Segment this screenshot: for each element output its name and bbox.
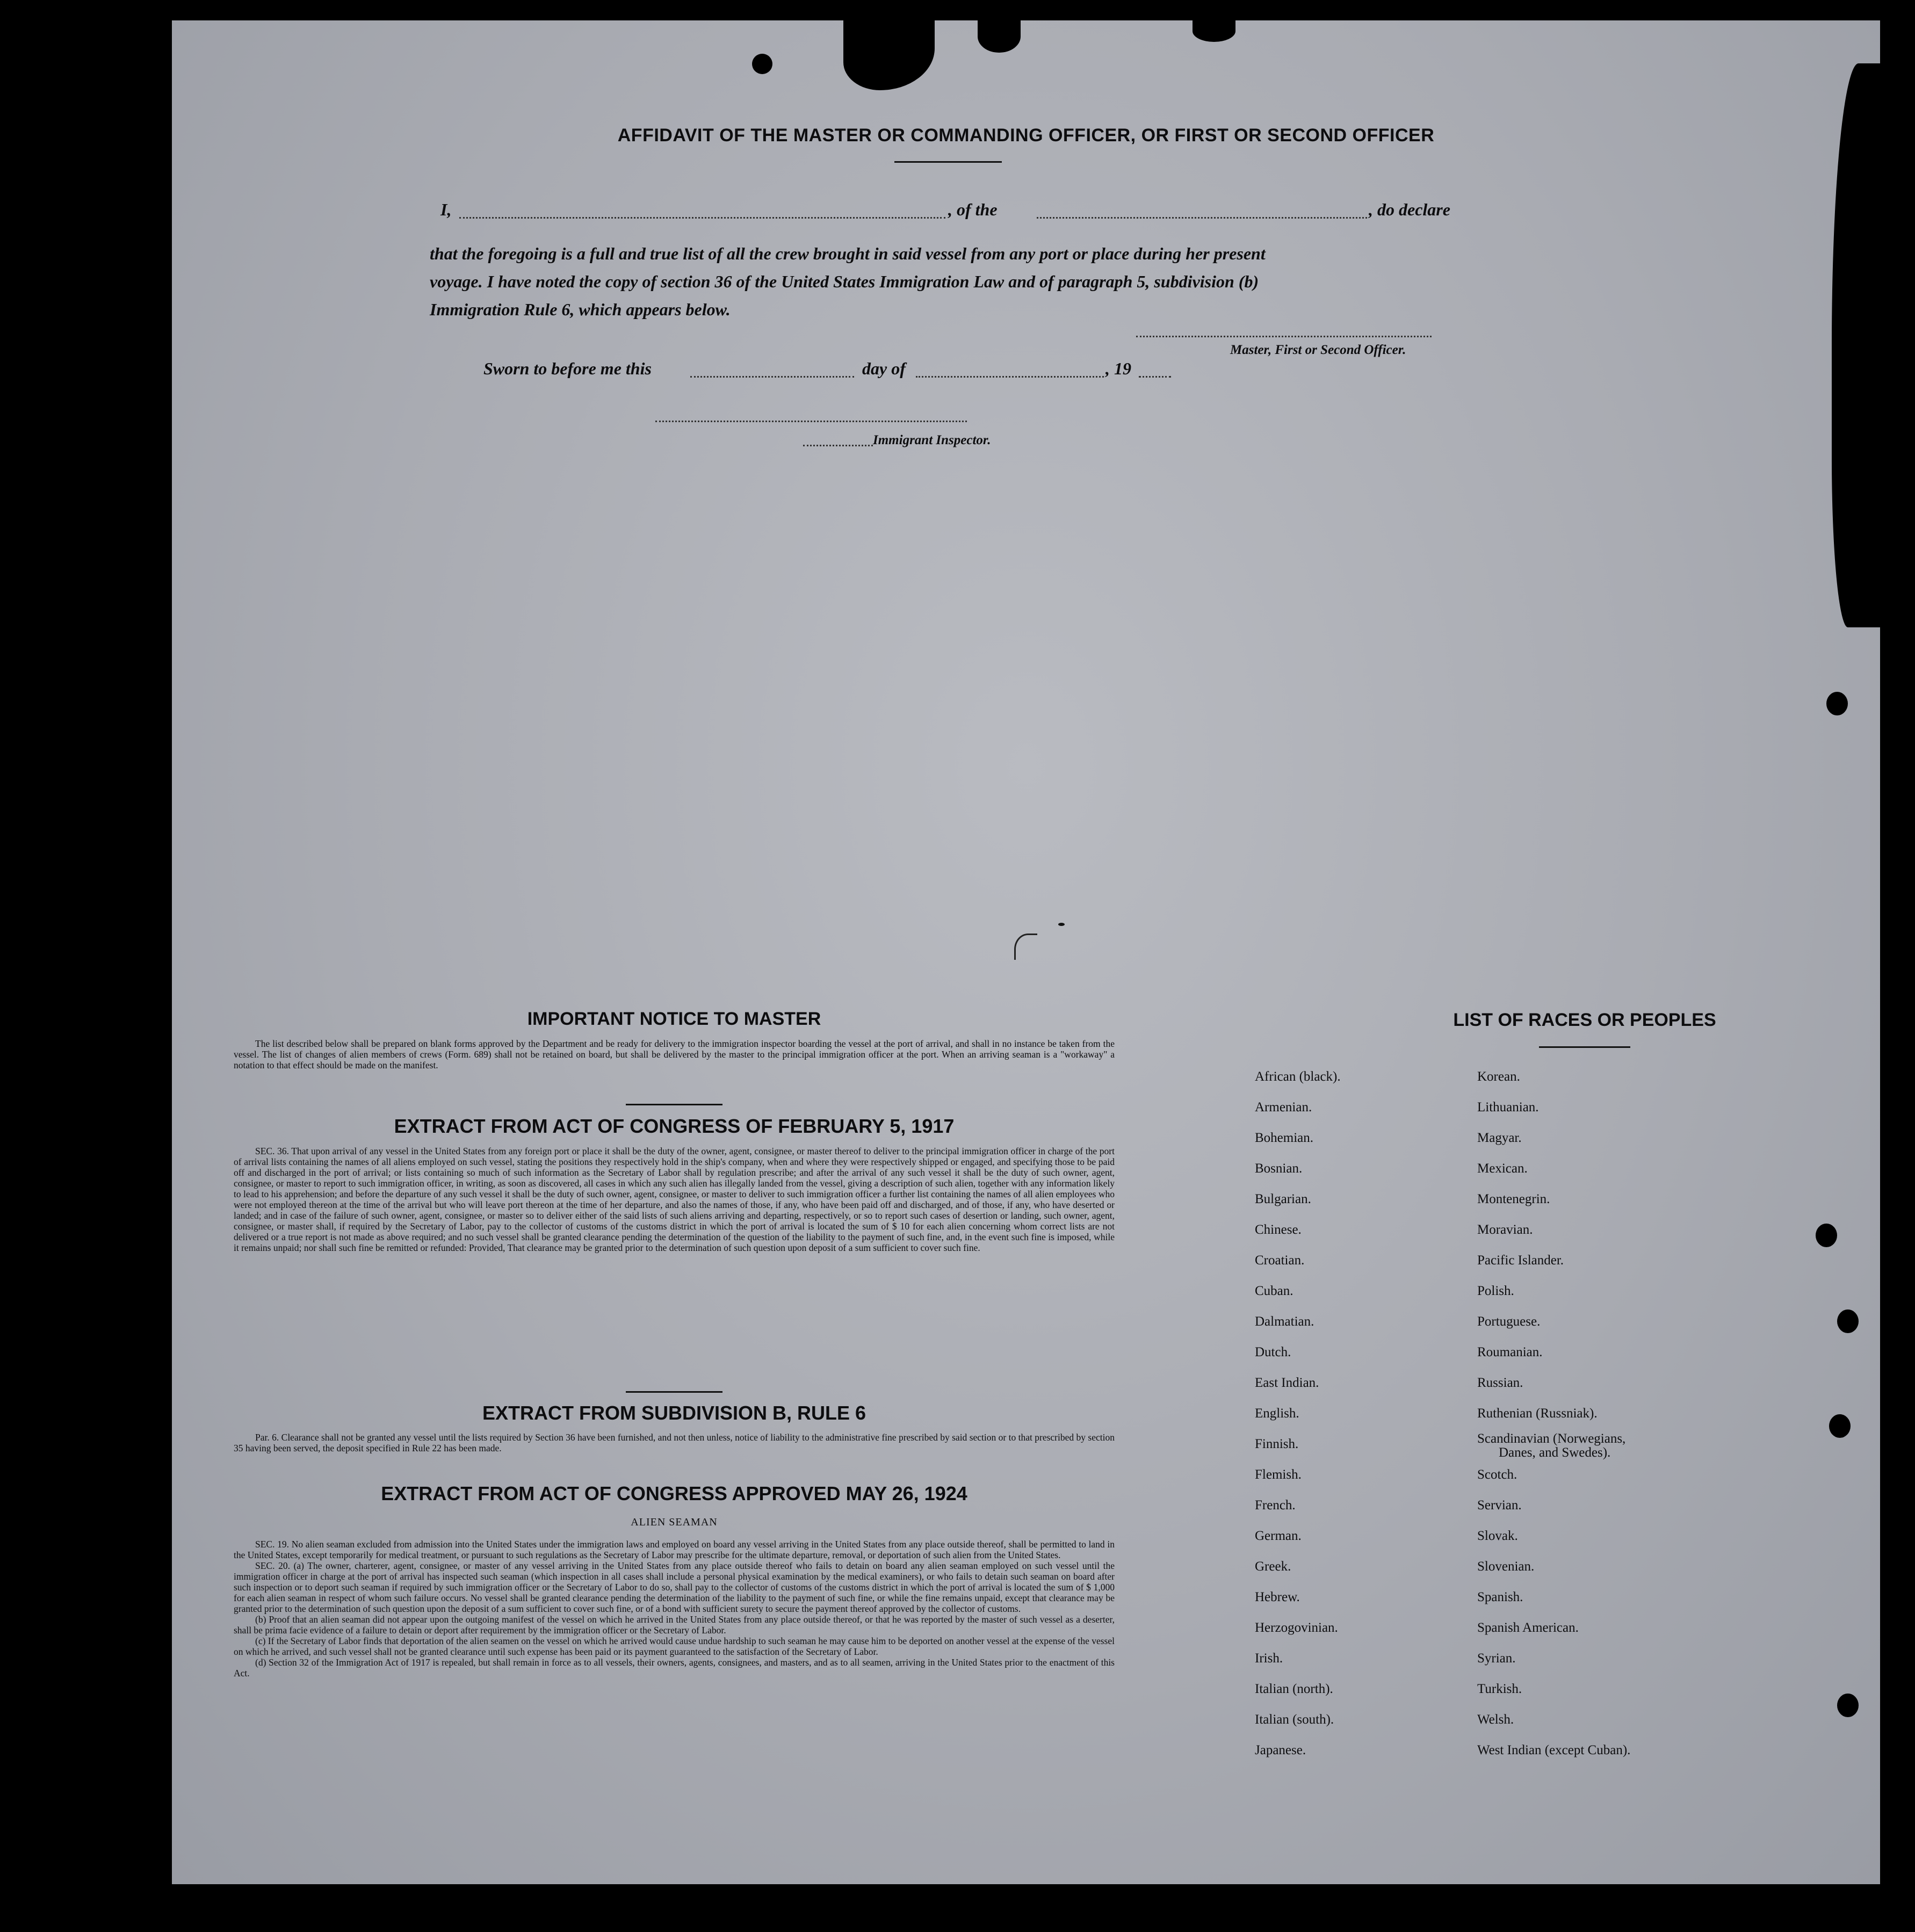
race-item: Chinese. [1255,1222,1302,1237]
punch-hole [1829,1414,1851,1438]
alien-seaman-subtitle: ALIEN SEAMAN [631,1516,718,1528]
race-item: Korean. [1477,1069,1520,1084]
extract-1924-body [234,1539,1115,1810]
declarant-label: I, [440,200,452,219]
race-item: Spanish American. [1477,1620,1579,1635]
race-item: Spanish. [1477,1590,1523,1604]
divider [1539,1046,1630,1048]
punch-hole [752,54,772,74]
race-item: Danes, and Swedes). [1499,1445,1611,1460]
torn-edge [1832,63,1885,627]
extract-rule6-title: EXTRACT FROM SUBDIVISION B, RULE 6 [482,1402,866,1424]
extract-1917-body [234,1146,1115,1376]
race-item: Bosnian. [1255,1161,1303,1176]
race-item: Moravian. [1477,1222,1533,1237]
extract-1917-title: EXTRACT FROM ACT OF CONGRESS OF FEBRUARY 5, 1917 [394,1115,955,1137]
race-item: Slovenian. [1477,1559,1535,1574]
torn-edge [978,20,1021,53]
master-signature-label: Master, First or Second Officer. [1230,343,1406,357]
race-item: Hebrew. [1255,1590,1300,1604]
punch-hole [1837,1309,1859,1333]
divider [626,1104,722,1105]
punch-hole [1816,1224,1837,1247]
sec-20c-text: (c) If the Secretary of Labor finds that deportation of the alien seamen on the vessel on which he arrived would cause undue hardship to such seaman he may cause him to be deported on another vessel at the expense of the vessel on which he arrived, and such vessel shall not be granted clearance until such expense has been paid or its payment guaranteed to the satisfaction of the Secretary of Labor. [234,1636,1115,1657]
stray-mark [1058,923,1065,926]
sec-19-text: SEC. 19. No alien seaman excluded from admission into the United States under the immigration laws and employed on board any vessel arriving in the United States from any place outside thereof, shall be permitted to land in the United States, except temporarily for medical treatment, or pursuant to such regulations as the Secretary of Labor may prescribe for the ultimate departure, removal, or deportation of such alien from the United States. [234,1539,1115,1560]
race-item: Croatian. [1255,1253,1305,1268]
race-item: German. [1255,1529,1302,1543]
race-item: Russian. [1477,1376,1523,1390]
race-item: Slovak. [1477,1529,1518,1543]
race-item: Servian. [1477,1498,1522,1513]
race-item: Italian (north). [1255,1682,1333,1696]
races-title: LIST OF RACES OR PEOPLES [1453,1010,1716,1030]
inspector-label: Immigrant Inspector. [873,433,991,447]
race-item: East Indian. [1255,1376,1319,1390]
race-item: Japanese. [1255,1743,1306,1757]
race-item: Welsh. [1477,1712,1514,1727]
race-item: Cuban. [1255,1284,1293,1298]
declaration-line: Immigration Rule 6, which appears below. [430,300,731,319]
punch-hole [1826,692,1848,715]
torn-edge [843,20,935,90]
torn-edge [1193,20,1235,42]
document-page [172,20,1880,1884]
race-item: Finnish. [1255,1437,1299,1451]
race-item: Flemish. [1255,1467,1302,1482]
race-item: Bulgarian. [1255,1192,1311,1206]
race-item: Turkish. [1477,1682,1522,1696]
race-item: African (black). [1255,1069,1341,1084]
master-signature-field[interactable] [1136,336,1432,337]
inspector-signature-field[interactable] [655,421,967,422]
divider [894,161,1002,163]
race-item: Greek. [1255,1559,1291,1574]
sworn-month-field[interactable] [916,376,1104,378]
notice-body [234,1038,1115,1083]
race-item: Montenegrin. [1477,1192,1550,1206]
race-item: Ruthenian (Russniak). [1477,1406,1598,1421]
race-item: Dalmatian. [1255,1314,1314,1329]
sworn-day-field[interactable] [690,376,854,378]
race-item: Portuguese. [1477,1314,1541,1329]
declaration-line: voyage. I have noted the copy of section 36 of the United States Immigration Law and of paragraph 5, subdivision (b) [430,272,1259,291]
section-36-text: SEC. 36. That upon arrival of any vessel in the United States from any foreign port or place it shall be the duty of the owner, agent, consignee, or master thereof to deliver to the principal immigration officer in charge of the port of arrival lists containing the names of all aliens employed on such vessel, stating the positions they respectively hold in the ship's company, when and where they were respectively shipped or engaged, and specifying those to be paid off and discharged in the port of arrival; or lists containing so much of such information as the Secretary of Labor shall by regulation prescribe; and after the arrival of any such vessel it shall be the duty of such owner, agent, consignee, or master to report to such immigration officer, in writing, as soon as discovered, all cases in which any such alien has illegally landed from the vessel, giving a description of such alien, together with any information likely to lead to his apprehension; and before the departure of any such vessel it shall be the duty of such owner, agent, consignee, or master to deliver to such immigration officer a further list containing the names of all alien employees who were not employed thereon at the time of the arrival but who will leave port thereon at the time of her departure, and also the names of those, if any, who have been paid off and discharged, and of those, if any, who have deserted or landed; and in case of the failure of such owner, agent, consignee, or master so to deliver either of the said lists of such aliens arriving and departing, respectively, or so to report such cases of desertion or landing, such owner, agent, consignee, or master shall, if required by the Secretary of Labor, pay to the collector of customs of the customs district in which the port of arrival is located the sum of $ 10 for each alien concerning whom correct lists are not delivered or a true report is not made as above required; and no such vessel shall be granted clearance pending the determination of the question of the liability to the payment of such fine, and, in the event such fine is imposed, while it remains unpaid; nor shall such fine be remitted or refunded: Provided, That clearance may be granted prior to the determination of such question upon deposit of a sum sufficient to cover such fine. [234,1146,1115,1253]
stray-mark [1014,934,1037,960]
race-item: Syrian. [1477,1651,1516,1666]
affidavit-title: AFFIDAVIT OF THE MASTER OR COMMANDING OFFICER, OR FIRST OR SECOND OFFICER [617,125,1435,146]
divider [626,1391,722,1393]
vessel-name-field[interactable] [1037,217,1367,219]
do-declare-label: , do declare [1369,200,1450,219]
declaration-line: that the foregoing is a full and true list of all the crew brought in said vessel from any port or place during her present [430,244,1266,263]
race-item: Mexican. [1477,1161,1528,1176]
race-item: Herzogovinian. [1255,1620,1338,1635]
day-of-label: day of [862,359,906,378]
race-item: Scotch. [1477,1467,1517,1482]
race-item: English. [1255,1406,1299,1421]
race-item: Lithuanian. [1477,1100,1539,1115]
race-item: Irish. [1255,1651,1283,1666]
sec-20b-text: (b) Proof that an alien seaman did not appear upon the outgoing manifest of the vessel on which he arrived in the United States from any place outside thereof, or that he was reported by the master of such vessel as a deserter, shall be prima facie evidence of a failure to detain or deport after requirement by the immigration officer or the Secretary of Labor. [234,1614,1115,1636]
race-item: Dutch. [1255,1345,1291,1359]
sworn-year-field[interactable] [1139,376,1171,378]
race-item: West Indian (except Cuban). [1477,1743,1631,1757]
inspector-signature-lead [803,445,873,446]
race-item: Polish. [1477,1284,1514,1298]
declarant-name-field[interactable] [459,217,945,219]
punch-hole [1837,1694,1859,1717]
race-item: Pacific Islander. [1477,1253,1564,1268]
race-item: Scandinavian (Norwegians, [1477,1431,1626,1446]
race-item: Bohemian. [1255,1131,1314,1145]
race-item: French. [1255,1498,1296,1513]
year-label: , 19 [1105,359,1131,378]
declaration-paragraph [430,240,1636,323]
notice-text: The list described below shall be prepared on blank forms approved by the Department and be ready for delivery to the immigration inspector boarding the vessel at the port of arrival, and shall in no instance be taken from the vessel. The list of changes of alien members of crews (Form. 689) shall not be retained on board, but shall be delivered by the master to the principal immigration officer at the port. When an arriving seaman is a "workaway" a notation to that effect should be made on the manifest. [234,1038,1115,1070]
extract-1924-title: EXTRACT FROM ACT OF CONGRESS APPROVED MAY 26, 1924 [381,1482,967,1504]
race-item: Italian (south). [1255,1712,1334,1727]
extract-rule6-body [234,1432,1115,1467]
race-item: Roumanian. [1477,1345,1543,1359]
race-item: Magyar. [1477,1131,1522,1145]
sec-20a-text: SEC. 20. (a) The owner, charterer, agent, consignee, or master of any vessel arriving in the United States from any place outside thereof who fails to detain on board any alien seaman employed on such vessel until the immigration officer in charge at the port of arrival has inspected such seaman (which inspection in all cases shall include a personal physical examination by the medical examiners), or who fails to detain such seaman on board after such inspection or to deport such seaman if required by such immigration officer or the Secretary of Labor to do so, shall pay to the collector of customs of the customs district in which the port of arrival is located the sum of $ 1,000 for each alien seaman in respect of whom such failure occurs. No vessel shall be granted clearance pending the determination of the liability to the payment of such fine, or while the fine remains unpaid, except that clearance may be granted prior to the determination of such question upon the deposit of a sum sufficient to cover such fine, or of a bond with sufficient surety to secure the payment thereof approved by the collector of customs. [234,1560,1115,1614]
notice-title: IMPORTANT NOTICE TO MASTER [527,1009,821,1029]
sec-20d-text: (d) Section 32 of the Immigration Act of 1917 is repealed, but shall remain in force as to all vessels, their owners, agents, consignees, and masters, and as to all seamen, arriving in the United States prior to the enactment of this Act. [234,1657,1115,1678]
race-item: Armenian. [1255,1100,1312,1115]
par-6-text: Par. 6. Clearance shall not be granted any vessel until the lists required by Section 36 have been furnished, and not then unless, notice of liability to the administrative fine prescribed by said section or to that prescribed by section 35 having been served, the deposit specified in Rule 22 has been made. [234,1432,1115,1453]
sworn-label: Sworn to before me this [483,359,652,378]
of-the-label: , of the [948,200,998,219]
